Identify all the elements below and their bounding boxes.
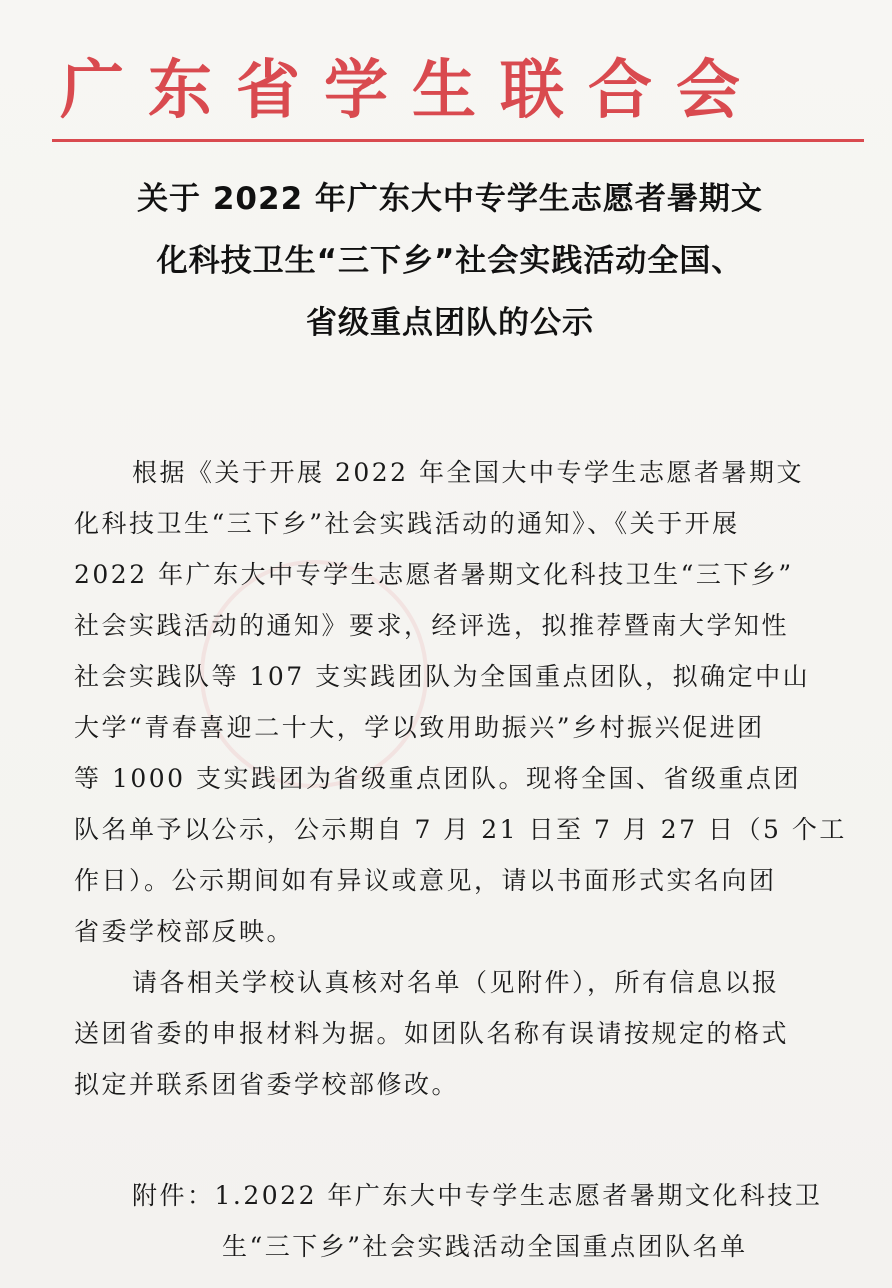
paragraph2-line: 请各相关学校认真核对名单（见附件），所有信息以报 [132, 968, 780, 997]
paragraph1-line: 作日）。公示期间如有异议或意见，请以书面形式实名向团 [74, 866, 777, 895]
paragraph1-line: 化科技卫生“三下乡”社会实践活动的通知》、《关于开展 [74, 509, 740, 538]
body-text [74, 447, 847, 1110]
organization-header: 广东省学生联合会 [60, 53, 764, 128]
paragraph1-line: 根据《关于开展 2022 年全国大中专学生志愿者暑期文 [132, 458, 805, 487]
paragraph1-line: 社会实践队等 107 支实践团队为全国重点团队，拟确定中山 [74, 662, 811, 691]
title-line: 化科技卫生“三下乡”社会实践活动全国、 [156, 243, 744, 279]
paragraph1-line: 队名单予以公示，公示期自 7 月 21 日至 7 月 27 日（5 个工 [74, 815, 847, 844]
document-title [60, 168, 840, 354]
paragraph2-line: 送团省委的申报材料为据。如团队名称有误请按规定的格式 [74, 1019, 790, 1048]
title-line: 关于 2022 年广东大中专学生志愿者暑期文 [137, 181, 763, 217]
paragraph1-line: 省委学校部反映。 [74, 917, 295, 946]
title-line: 省级重点团队的公示 [306, 305, 594, 341]
paragraph1-line: 等 1000 支实践团为省级重点团队。现将全国、省级重点团 [74, 764, 802, 793]
header-divider [52, 139, 864, 142]
attachment-line: 生“三下乡”社会实践活动全国重点团队名单 [222, 1232, 748, 1261]
paragraph1-line: 大学“青春喜迎二十大，学以致用助振兴”乡村振兴促进团 [74, 713, 765, 742]
paragraph2-line: 拟定并联系团省委学校部修改。 [74, 1070, 460, 1099]
paragraph1-line: 社会实践活动的通知》要求，经评选，拟推荐暨南大学知性 [74, 611, 790, 640]
attachment-line: 附件：1.2022 年广东大中专学生志愿者暑期文化科技卫 [132, 1181, 823, 1210]
attachment-note [132, 1170, 852, 1272]
paragraph1-line: 2022 年广东大中专学生志愿者暑期文化科技卫生“三下乡” [74, 560, 794, 589]
